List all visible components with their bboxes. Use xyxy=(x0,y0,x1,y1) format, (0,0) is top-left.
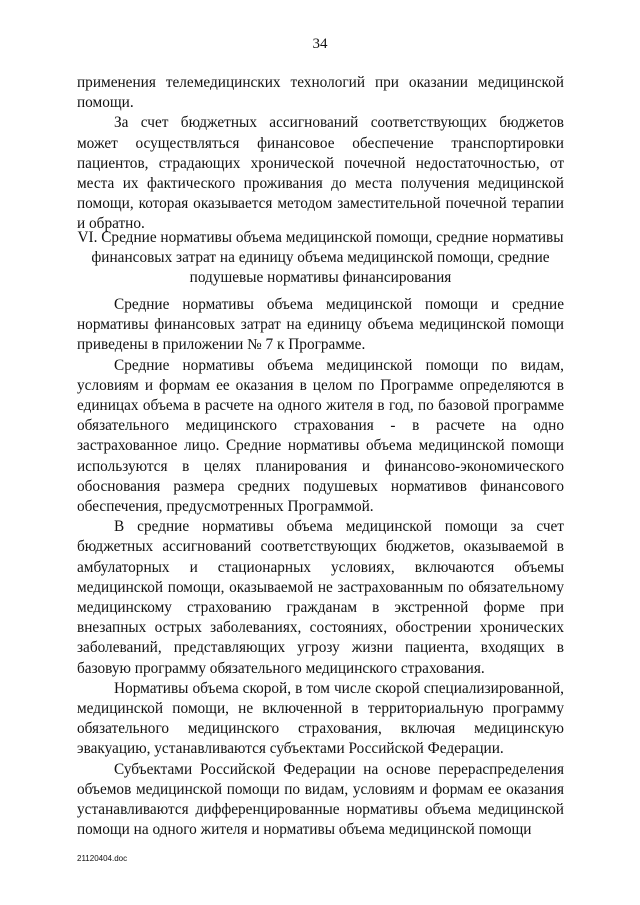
page-number: 34 xyxy=(312,36,328,52)
paragraph-appendix-reference: Средние нормативы объема медицинской помощи и средние нормативы финансовых затрат на единицу объема медицинской помощи приведены в приложении № 7 к Программе. xyxy=(77,296,564,354)
paragraph-differentiated-norms: Субъектами Российской Федерации на основе перераспределения объемов медицинской помощи по видам, условиям и формам ее оказания устанавливаются дифференцированные нормативы объема медицинской помощи на одного жителя и нормативы объема медицинской помощи xyxy=(77,760,564,839)
text-block-main xyxy=(77,295,564,840)
paragraph-continuation: применения телемедицинских технологий при оказании медицинской помощи. xyxy=(77,74,564,112)
section-heading: VI. Средние нормативы объема медицинской помощи, средние нормативы финансовых затрат на единицу объема медицинской помощи, средние подушевые нормативы финансирования xyxy=(77,229,564,287)
paragraph-budget-allocations: В средние нормативы объема медицинской помощи за счет бюджетных ассигнований соответствующих бюджетов, оказываемой в амбулаторных и стационарных условиях, включаются объемы медицинской помощи, оказываемой не застрахованным по обязательному медицинскому страхованию гражданам в экстренной форме при внезапных острых заболеваниях, состояниях, обострении хронических заболеваний, представляющих угрозу жизни пациента, входящих в базовую программу обязательного медицинского страхования. xyxy=(77,518,564,677)
paragraph-transport-funding: За счет бюджетных ассигнований соответствующих бюджетов может осуществляться финансовое обеспечение транспортировки пациентов, страдающих хронической почечной недостаточностью, от места их фактического проживания до места получения медицинской помощи, которая оказывается методом заместительной почечной терапии и обратно. xyxy=(77,114,564,233)
paragraph-ambulance-norms: Нормативы объема скорой, в том числе скорой специализированной, медицинской помощи, не включенной в территориальную программу обязательного медицинского страхования, включая медицинскую эвакуацию, устанавливаются субъектами Российской Федерации. xyxy=(77,679,564,758)
footer-filename: 21120404.doc xyxy=(77,854,128,863)
paragraph-volume-norms: Средние нормативы объема медицинской помощи по видам, условиям и формам ее оказания в целом по Программе определяются в единицах объема в расчете на одного жителя в год, по базовой программе обязательного медицинского страхования - в расчете на одно застрахованное лицо. Средние нормативы объема медицинской помощи используются в целях планирования и финансово-экономического обоснования размера средних подушевых нормативов финансового обеспечения, предусмотренных Программой. xyxy=(77,356,564,516)
text-block-top xyxy=(77,73,564,235)
